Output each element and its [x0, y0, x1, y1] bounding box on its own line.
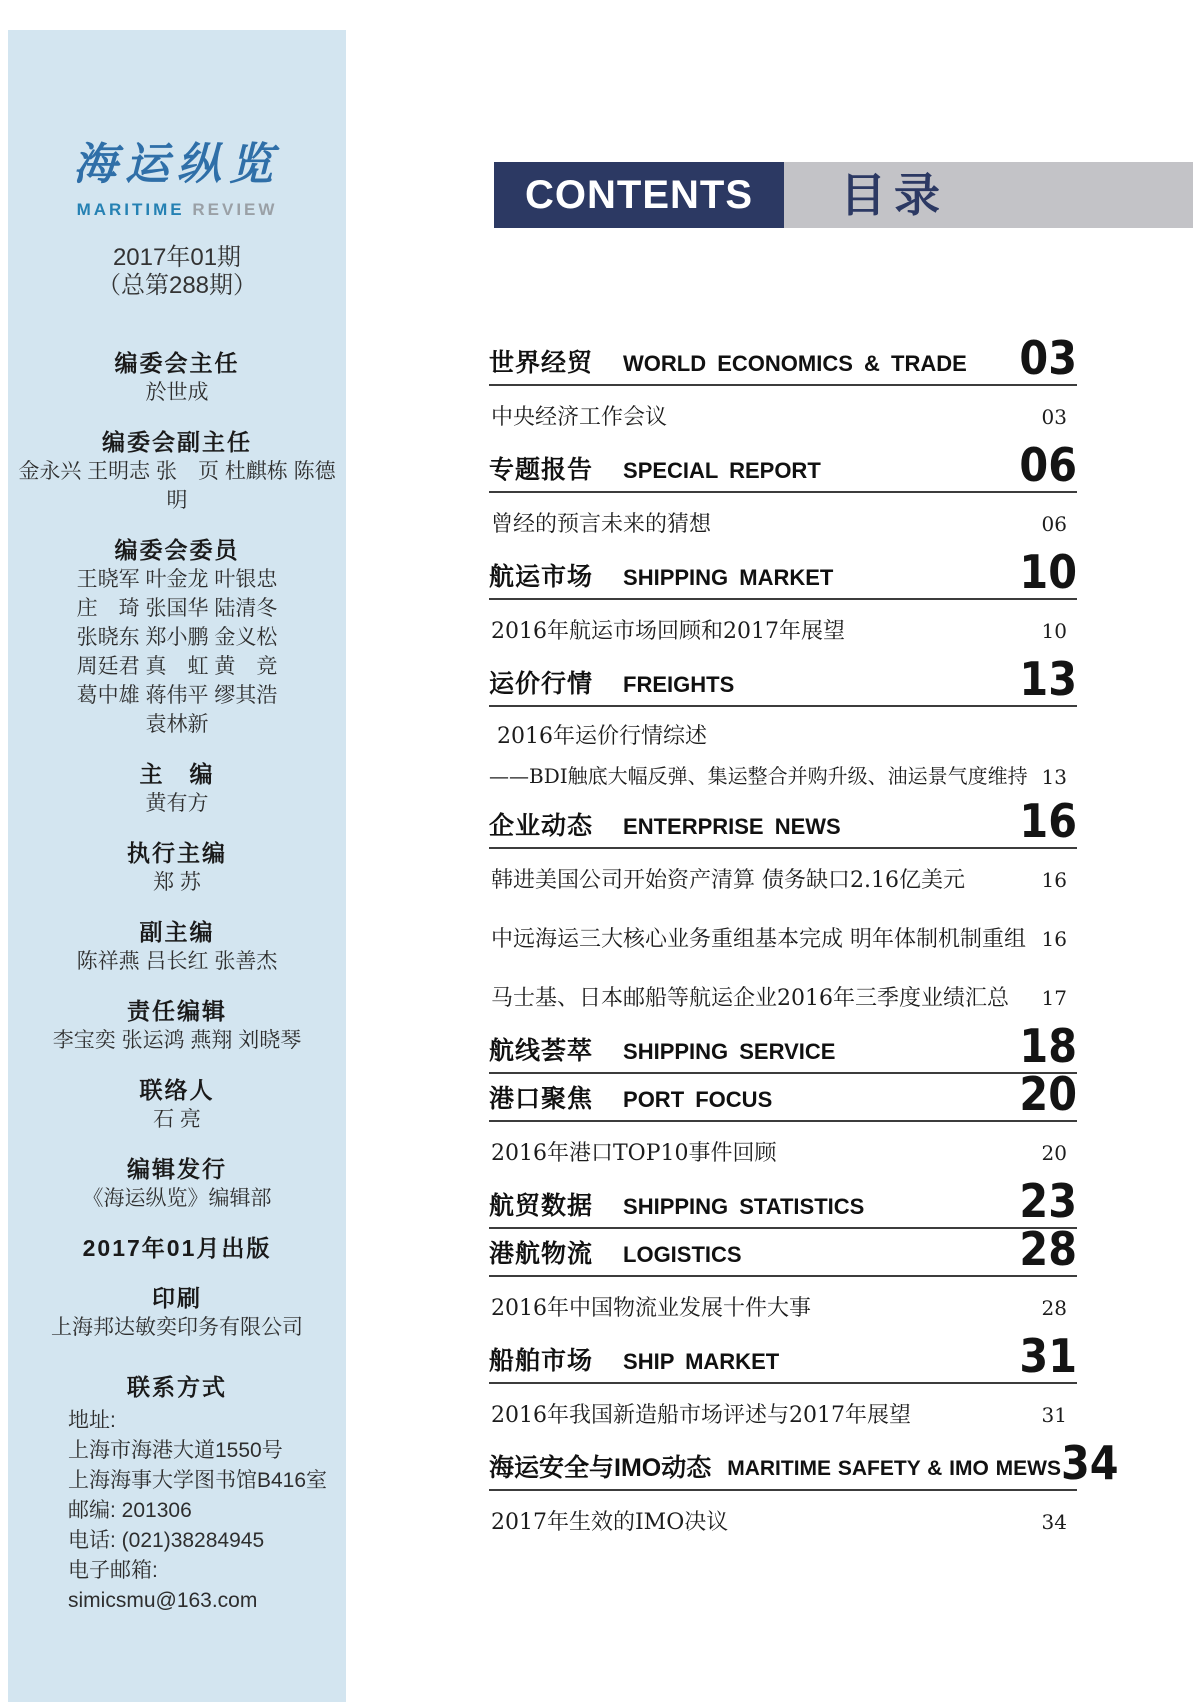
toc-section: [489, 1174, 1077, 1229]
contents-title-zh: 目录: [784, 162, 1193, 228]
section-title-en: MARITIME SAFETY & IMO MEWS: [727, 1457, 1061, 1480]
staff-role-label: 编委会委员: [114, 537, 240, 563]
contact-address-line2: 上海海事大学图书馆B416室: [68, 1469, 328, 1492]
section-title-en: FREIGHTS: [623, 672, 735, 697]
section-title-zh: 运价行情: [489, 670, 594, 698]
staff-group: [8, 348, 346, 407]
staff-name: 《海运纵览》编辑部: [82, 1187, 272, 1210]
logo-en-maritime: MARITIME: [76, 200, 185, 219]
staff-name: 周廷君 真 虹 黄 竞: [76, 655, 278, 678]
section-page-number: 34: [1061, 1436, 1119, 1490]
section-title-zh: 世界经贸: [489, 349, 594, 377]
section-page-number: 10: [1019, 545, 1077, 599]
staff-role-label: 责任编辑: [127, 998, 227, 1024]
article-page-number: 34: [1041, 1510, 1067, 1534]
staff-name: 张晓东 郑小鹏 金义松: [76, 626, 278, 649]
toc-section-header: [489, 1067, 1077, 1122]
toc-section: [489, 794, 1077, 1026]
publish-date: 2017年01月出版: [82, 1235, 272, 1261]
toc-section-header: [489, 1222, 1077, 1277]
publish-date-group: [8, 1233, 346, 1263]
toc-section: [489, 1436, 1119, 1550]
article-page-number: 31: [1041, 1403, 1067, 1427]
toc-section-header: [489, 1174, 1077, 1229]
article-title: 2016年航运市场回顾和2017年展望: [491, 619, 845, 644]
issue-number: 2017年01期: [112, 244, 242, 271]
toc-section: [489, 652, 1077, 801]
staff-name: 庄 琦 张国华 陆清冬: [76, 597, 278, 620]
toc-article-row: [489, 1122, 1077, 1181]
staff-role-label: 编辑发行: [127, 1156, 227, 1182]
toc-section: [489, 331, 1077, 445]
staff-group: [8, 759, 346, 818]
section-title-zh: 航线荟萃: [489, 1037, 594, 1065]
staff-group: [8, 427, 346, 515]
magazine-logo: 海运纵览: [73, 139, 281, 190]
staff-group: [8, 917, 346, 976]
toc-section: [489, 1222, 1077, 1336]
toc-article-row: [489, 967, 1077, 1026]
section-page-number: 06: [1019, 438, 1077, 492]
section-title-zh: 船舶市场: [489, 1347, 594, 1375]
section-page-number: 18: [1019, 1019, 1077, 1073]
staff-name: 黄有方: [145, 792, 209, 815]
toc-section-header: [489, 438, 1077, 493]
contact-email: simicsmu@163.com: [68, 1589, 258, 1612]
section-page-number: 13: [1019, 652, 1077, 706]
article-page-number: 10: [1041, 619, 1067, 643]
article-title: 2016年我国新造船市场评述与2017年展望: [491, 1403, 911, 1428]
toc-article-row: [489, 386, 1077, 445]
staff-role-label: 执行主编: [127, 840, 227, 866]
section-title-zh: 海运安全与IMO动态: [489, 1454, 712, 1482]
article-title: 2016年运价行情综述: [497, 724, 707, 749]
toc-article-row: [489, 1491, 1077, 1550]
article-title: 曾经的预言未来的猜想: [491, 512, 712, 537]
toc-section-header: [489, 331, 1077, 386]
contact-lines: [8, 1406, 346, 1616]
staff-name: 於世成: [145, 381, 209, 404]
article-title: 韩进美国公司开始资产清算 债务缺口2.16亿美元: [491, 868, 965, 893]
toc-section-header: [489, 1329, 1077, 1384]
section-title-zh: 港口聚焦: [489, 1085, 594, 1113]
staff-role-label: 编委会主任: [114, 350, 240, 376]
section-title-en: PORT FOCUS: [623, 1087, 773, 1112]
logo-en-review: REVIEW: [192, 200, 278, 219]
article-page-number: 20: [1041, 1141, 1067, 1165]
article-title: 中远海运三大核心业务重组基本完成 明年体制机制重组: [491, 927, 1026, 952]
section-page-number: 16: [1019, 794, 1077, 848]
staff-name: 金永兴 王明志 张 页 杜麒栋 陈德明: [18, 460, 336, 512]
section-title-en: SPECIAL REPORT: [623, 458, 821, 483]
staff-name: 石 亮: [153, 1108, 201, 1131]
section-title-en: ENTERPRISE NEWS: [623, 814, 841, 839]
article-title: 马士基、日本邮船等航运企业2016年三季度业绩汇总: [491, 986, 1009, 1011]
staff-group: [8, 996, 346, 1055]
toc-section-header: [489, 1019, 1077, 1074]
toc-article-row: [489, 1384, 1077, 1443]
section-page-number: 03: [1019, 331, 1077, 385]
staff-name: 王晓军 叶金龙 叶银忠: [76, 568, 278, 591]
toc-article-row: [489, 493, 1077, 552]
contact-label: 联系方式: [127, 1374, 227, 1400]
staff-name: 李宝奕 张运鸿 燕翔 刘晓琴: [52, 1029, 302, 1052]
section-title-zh: 专题报告: [489, 456, 594, 484]
contents-header-bar: [494, 162, 1193, 228]
toc-section: [489, 1019, 1077, 1074]
section-title-en: SHIPPING MARKET: [623, 565, 834, 590]
printer-label: 印刷: [152, 1285, 202, 1311]
article-page-number: 16: [1041, 868, 1067, 892]
staff-name: 郑 苏: [153, 871, 201, 894]
toc-section-header: [489, 652, 1077, 707]
staff-group: [8, 1154, 346, 1213]
section-title-en: SHIP MARKET: [623, 1349, 780, 1374]
toc-section: [489, 545, 1077, 659]
staff-group: [8, 838, 346, 897]
toc-section: [489, 438, 1077, 552]
staff-role-label: 编委会副主任: [102, 429, 252, 455]
contact-group: [8, 1372, 346, 1616]
toc-section: [489, 1067, 1077, 1181]
article-title: 2017年生效的IMO决议: [491, 1510, 729, 1535]
section-page-number: 28: [1019, 1222, 1077, 1276]
article-subtitle: ——BDI触底大幅反弹、集运整合并购升级、油运景气度维持: [489, 764, 1028, 788]
printer-group: [8, 1283, 346, 1342]
toc-article-row: [489, 1277, 1077, 1336]
article-page-number: 13: [1041, 765, 1067, 789]
issue-info: [8, 244, 346, 300]
toc-section-header: [489, 794, 1077, 849]
section-title-en: WORLD ECONOMICS & TRADE: [623, 351, 967, 376]
contact-address-label: 地址:: [68, 1409, 116, 1432]
contact-phone: 电话: (021)38284945: [68, 1529, 265, 1552]
article-page-number: 17: [1041, 986, 1067, 1010]
contents-title-en: CONTENTS: [494, 162, 784, 228]
section-title-zh: 企业动态: [489, 812, 594, 840]
staff-role-label: 联络人: [139, 1077, 215, 1103]
issue-total: （总第288期）: [96, 272, 258, 299]
section-title-zh: 港航物流: [489, 1240, 594, 1268]
section-title-zh: 航运市场: [489, 563, 594, 591]
info-sidebar: [8, 30, 346, 1702]
staff-name: 陈祥燕 吕长红 张善杰: [76, 950, 278, 973]
article-page-number: 28: [1041, 1296, 1067, 1320]
toc-article-row: [489, 707, 1077, 801]
article-page-number: 06: [1041, 512, 1067, 536]
toc-article-row: [489, 849, 1077, 908]
toc-article-row: [489, 908, 1077, 967]
section-title-en: SHIPPING SERVICE: [623, 1039, 836, 1064]
article-page-number: 03: [1041, 405, 1067, 429]
contact-address-line1: 上海市海港大道1550号: [68, 1439, 283, 1462]
printer-name: 上海邦达敏奕印务有限公司: [51, 1316, 303, 1339]
article-title: 中央经济工作会议: [491, 405, 668, 430]
staff-role-label: 副主编: [139, 919, 215, 945]
article-title: 2016年港口TOP10事件回顾: [491, 1141, 777, 1166]
toc-section-header: [489, 1436, 1119, 1491]
article-title: 2016年中国物流业发展十件大事: [491, 1296, 811, 1321]
staff-group: [8, 535, 346, 739]
article-page-number: 16: [1041, 927, 1067, 951]
staff-name: 葛中雄 蒋伟平 缪其浩: [76, 684, 278, 707]
table-of-contents: [489, 331, 1119, 1550]
section-title-en: LOGISTICS: [623, 1242, 742, 1267]
section-page-number: 23: [1019, 1174, 1077, 1228]
section-title-en: SHIPPING STATISTICS: [623, 1194, 865, 1219]
staff-name: 袁林新: [145, 713, 209, 736]
section-title-zh: 航贸数据: [489, 1192, 594, 1220]
toc-article-row: [489, 600, 1077, 659]
section-page-number: 31: [1019, 1329, 1077, 1383]
toc-section-header: [489, 545, 1077, 600]
toc-section: [489, 1329, 1077, 1443]
contact-email-label: 电子邮箱:: [68, 1559, 158, 1582]
contact-zipcode: 邮编: 201306: [68, 1499, 192, 1522]
magazine-logo-subtitle: [8, 198, 346, 222]
staff-role-label: 主 编: [139, 761, 215, 787]
section-page-number: 20: [1019, 1067, 1077, 1121]
staff-group: [8, 1075, 346, 1134]
